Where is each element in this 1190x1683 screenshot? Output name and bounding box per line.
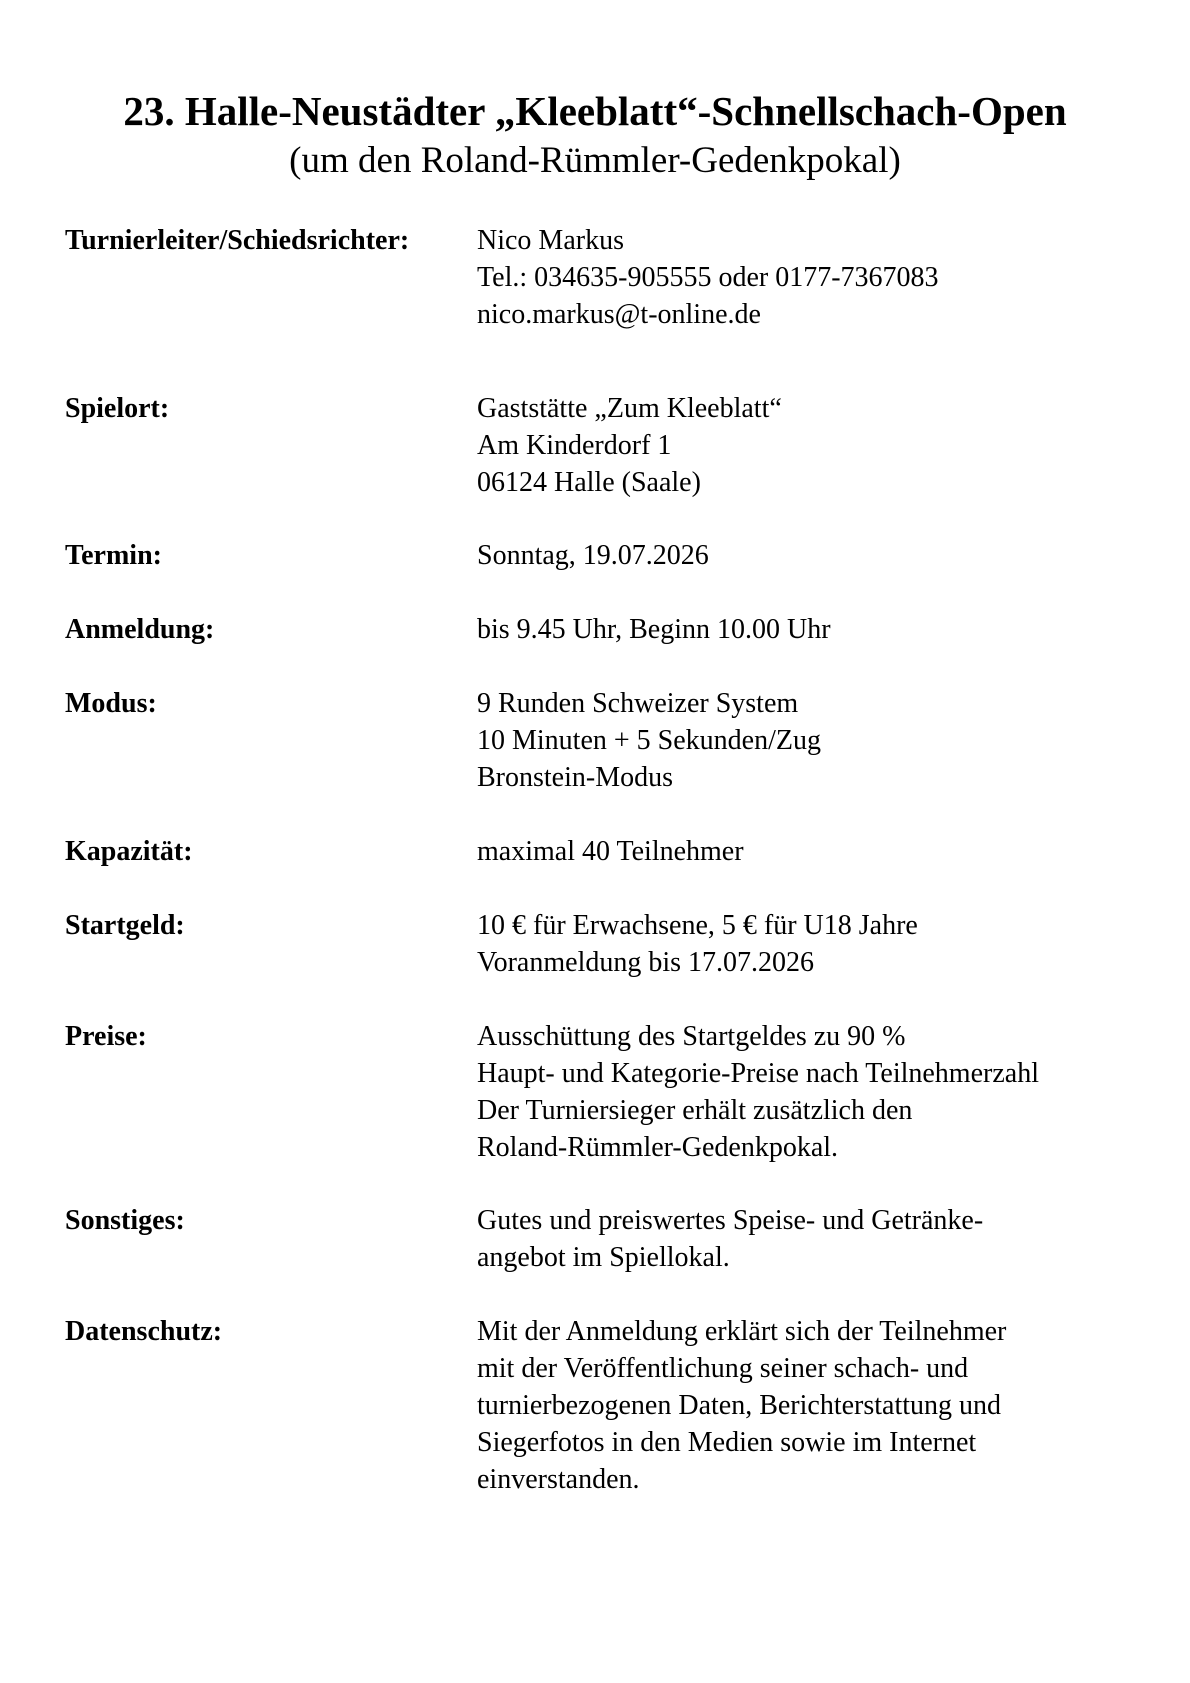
section-line: 10 € für Erwachsene, 5 € für U18 Jahre (477, 910, 918, 941)
section-line: Mit der Anmeldung erklärt sich der Teilnehmer (477, 1316, 1007, 1347)
section-value (477, 685, 1157, 796)
section-line: Siegerfotos in den Medien sowie im Internet (477, 1427, 977, 1458)
section-line: nico.markus@t-online.de (477, 299, 761, 330)
section-line: 06124 Halle (Saale) (477, 467, 701, 498)
section-value (477, 833, 1157, 870)
section-line: Gaststätte „Zum Kleeblatt“ (477, 393, 782, 424)
section-label: Modus: (65, 688, 157, 719)
section-label: Sonstiges: (65, 1205, 185, 1236)
section-label: Termin: (65, 540, 162, 571)
section-line: Sonntag, 19.07.2026 (477, 540, 709, 571)
section-line: angebot im Spiellokal. (477, 1242, 730, 1273)
section-line: Voranmeldung bis 17.07.2026 (477, 947, 815, 978)
section-line: 10 Minuten + 5 Sekunden/Zug (477, 725, 821, 756)
section-line: 9 Runden Schweizer System (477, 688, 799, 719)
section-value (477, 907, 1157, 981)
section-label: Datenschutz: (65, 1316, 223, 1347)
section-line: Roland-Rümmler-Gedenkpokal. (477, 1132, 839, 1163)
section-value (477, 1202, 1157, 1276)
section-value (477, 1313, 1157, 1498)
section-label: Spielort: (65, 393, 170, 424)
section-line: bis 9.45 Uhr, Beginn 10.00 Uhr (477, 614, 831, 645)
section-line: Gutes und preiswertes Speise- und Getränke- (477, 1205, 984, 1236)
section-label: Turnierleiter/Schiedsrichter: (65, 225, 410, 256)
section-line: maximal 40 Teilnehmer (477, 836, 744, 867)
section-value (477, 611, 1157, 648)
page-title: 23. Halle-Neustädter „Kleeblatt“-Schnellschach-Open (123, 88, 1067, 134)
section-line: Bronstein-Modus (477, 762, 673, 793)
section-value (477, 537, 1157, 574)
page-subtitle: (um den Roland-Rümmler-Gedenkpokal) (289, 140, 901, 181)
section-line: Ausschüttung des Startgeldes zu 90 % (477, 1021, 906, 1052)
section-line: Am Kinderdorf 1 (477, 430, 672, 461)
section-line: einverstanden. (477, 1464, 640, 1495)
section-line: Tel.: 034635-905555 oder 0177-7367083 (477, 262, 939, 293)
section-label: Startgeld: (65, 910, 185, 941)
section-label: Kapazität: (65, 836, 193, 867)
section-value (477, 1018, 1157, 1166)
section-line: turnierbezogenen Daten, Berichterstattung und (477, 1390, 1002, 1421)
section-label: Anmeldung: (65, 614, 215, 645)
section-label: Preise: (65, 1021, 147, 1052)
section-line: Nico Markus (477, 225, 624, 256)
section-line: Der Turniersieger erhält zusätzlich den (477, 1095, 913, 1126)
section-value (477, 222, 1157, 333)
section-line: Haupt- und Kategorie-Preise nach Teilnehmerzahl (477, 1058, 1039, 1089)
section-line: mit der Veröffentlichung seiner schach- und (477, 1353, 969, 1384)
section-value (477, 390, 1157, 501)
